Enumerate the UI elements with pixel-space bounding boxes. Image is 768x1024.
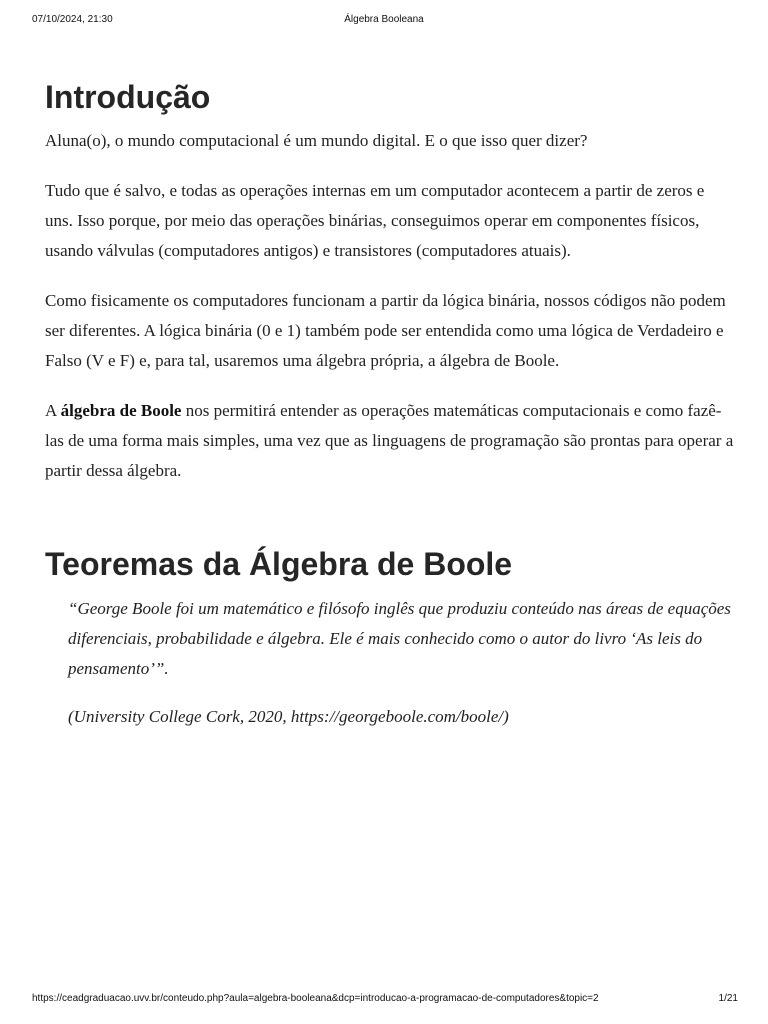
page-content [45,74,735,750]
quote-text: “George Boole foi um matemático e filósofo inglês que produziu conteúdo nas áreas de equações diferenciais, probabilidade e álgebra. Ele é mais conhecido como o autor do livro ‘As leis do pensamento’”. [68,599,731,678]
intro-paragraph-2: Tudo que é salvo, e todas as operações internas em um computador acontecem a partir de zeros e uns. Isso porque, por meio das operações binárias, conseguimos operar em componentes físicos, usando válvulas (computadores antigos) e transistores (computadores atuais). [45,181,705,260]
intro-paragraph-1: Aluna(o), o mundo computacional é um mundo digital. E o que isso quer dizer? [45,131,588,150]
quote-citation: (University College Cork, 2020, https://georgeboole.com/boole/) [68,707,509,726]
intro-heading: Introdução [45,79,211,115]
intro-paragraph-4 [45,396,735,486]
print-page-number: 1/21 [718,993,738,1004]
intro-p4-prefix: A [45,401,61,420]
print-header [0,14,768,30]
print-footer [0,993,768,1009]
intro-p4-bold-term: álgebra de Boole [60,401,182,420]
print-datetime: 07/10/2024, 21:30 [32,14,113,25]
intro-p4-suffix: nos permitirá entender as operações matemáticas computacionais e como fazê-las de uma forma mais simples, uma vez que as linguagens de programação são prontas para operar a partir dessa álgebra. [45,401,734,480]
print-url: https://ceadgraduacao.uvv.br/conteudo.php?aula=algebra-booleana&dcp=introducao-a-programacao-de-computadores&topic=2 [32,993,599,1004]
blockquote [45,594,735,732]
intro-paragraph-3: Como fisicamente os computadores funcionam a partir da lógica binária, nossos códigos não podem ser diferentes. A lógica binária (0 e 1) também pode ser entendida como uma lógica de Verdadeiro e Falso (V e F) e, para tal, usaremos uma álgebra própria, a álgebra de Boole. [45,291,726,370]
print-page-title: Álgebra Booleana [344,14,424,25]
teoremas-heading: Teoremas da Álgebra de Boole [45,546,513,582]
